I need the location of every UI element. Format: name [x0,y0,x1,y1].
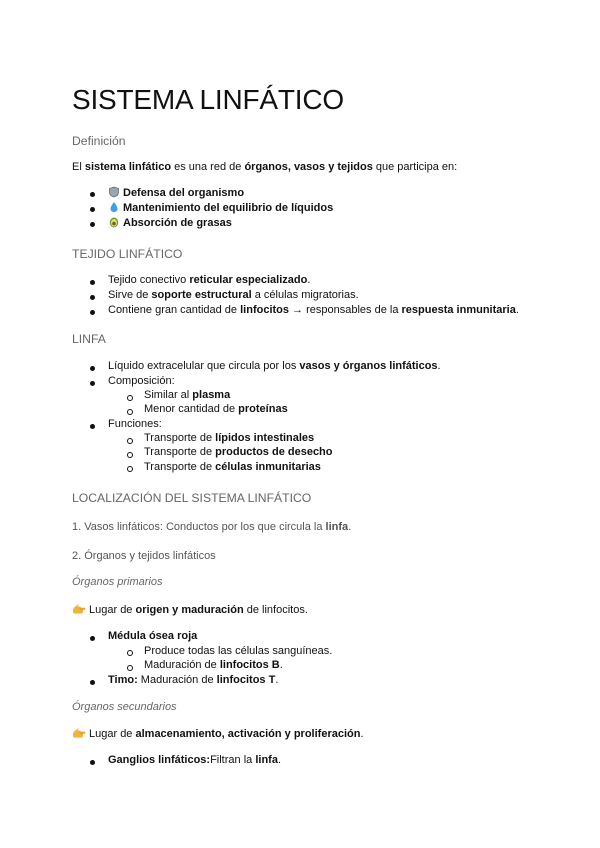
pointing-hand-icon [72,727,86,739]
list-item-timo: Timo: Maduración de linfocitos T. [108,674,279,686]
bullet [90,381,95,386]
bullet [90,366,95,371]
section-heading-localizacion: LOCALIZACIÓN DEL SISTEMA LINFÁTICO [72,491,312,505]
sub-list-item: Produce todas las células sanguíneas. [144,645,333,657]
sub-bullet [127,650,133,656]
sub-list-item: Transporte de productos de desecho [144,446,333,458]
list-item: Líquido extracelular que circula por los vasos y órganos linfáticos. [108,360,441,372]
sub-bullet [127,665,133,671]
list-item-ganglios: Ganglios linfáticos:Filtran la linfa. [108,754,282,766]
section-heading-tejido: TEJIDO LINFÁTICO [72,247,183,261]
list-item: Mantenimiento del equilibrio de líquidos [108,201,333,214]
list-item-funciones: Funciones: [108,418,162,430]
sub-list-item: Maduración de linfocitos B. [144,659,283,671]
bullet [90,280,95,285]
sub-list-item: Similar al plasma [144,389,231,401]
sub-bullet [127,452,133,458]
sub-list-item: Menor cantidad de proteínas [144,403,288,415]
avocado-icon [108,216,120,228]
pointing-hand-icon [72,603,86,615]
section-heading-linfa: LINFA [72,332,106,346]
subheading-organos-primarios: Órganos primarios [72,576,163,588]
list-item-composicion: Composición: [108,375,175,387]
list-item: Contiene gran cantidad de linfocitos → responsables de la respuesta inmunitaria. [108,304,519,316]
bullet [90,680,95,685]
bullet [90,760,95,765]
localizacion-item-1: 1. Vasos linfáticos: Conductos por los que circula la linfa. [72,521,352,533]
sub-bullet [127,409,133,415]
sub-bullet [127,466,133,472]
definicion-intro: El sistema linfático es una red de órganos, vasos y tejidos que participa en: [72,161,458,173]
sub-list-item: Transporte de células inmunitarias [144,461,321,473]
bullet [90,424,95,429]
list-item-medula: Médula ósea roja [108,630,198,642]
bullet [90,192,95,197]
localizacion-item-2: 2. Órganos y tejidos linfáticos [72,550,216,562]
droplet-icon [108,201,120,213]
list-item: Sirve de soporte estructural a células migratorias. [108,289,359,301]
list-item: Defensa del organismo [108,186,244,199]
bullet [90,222,95,227]
list-item: Absorción de grasas [108,216,232,229]
primarios-lead: Lugar de origen y maduración de linfocitos. [72,603,308,616]
list-item: Tejido conectivo reticular especializado. [108,274,311,286]
sub-bullet [127,438,133,444]
subheading-organos-secundarios: Órganos secundarios [72,701,177,713]
bullet [90,636,95,641]
sub-bullet [127,395,133,401]
sub-list-item: Transporte de lípidos intestinales [144,432,315,444]
bullet [90,310,95,315]
secundarios-lead: Lugar de almacenamiento, activación y proliferación. [72,727,364,740]
shield-icon [108,186,120,198]
section-heading-definicion: Definición [72,134,126,148]
bullet [90,207,95,212]
bullet [90,295,95,300]
page-title: SISTEMA LINFÁTICO [72,84,344,115]
